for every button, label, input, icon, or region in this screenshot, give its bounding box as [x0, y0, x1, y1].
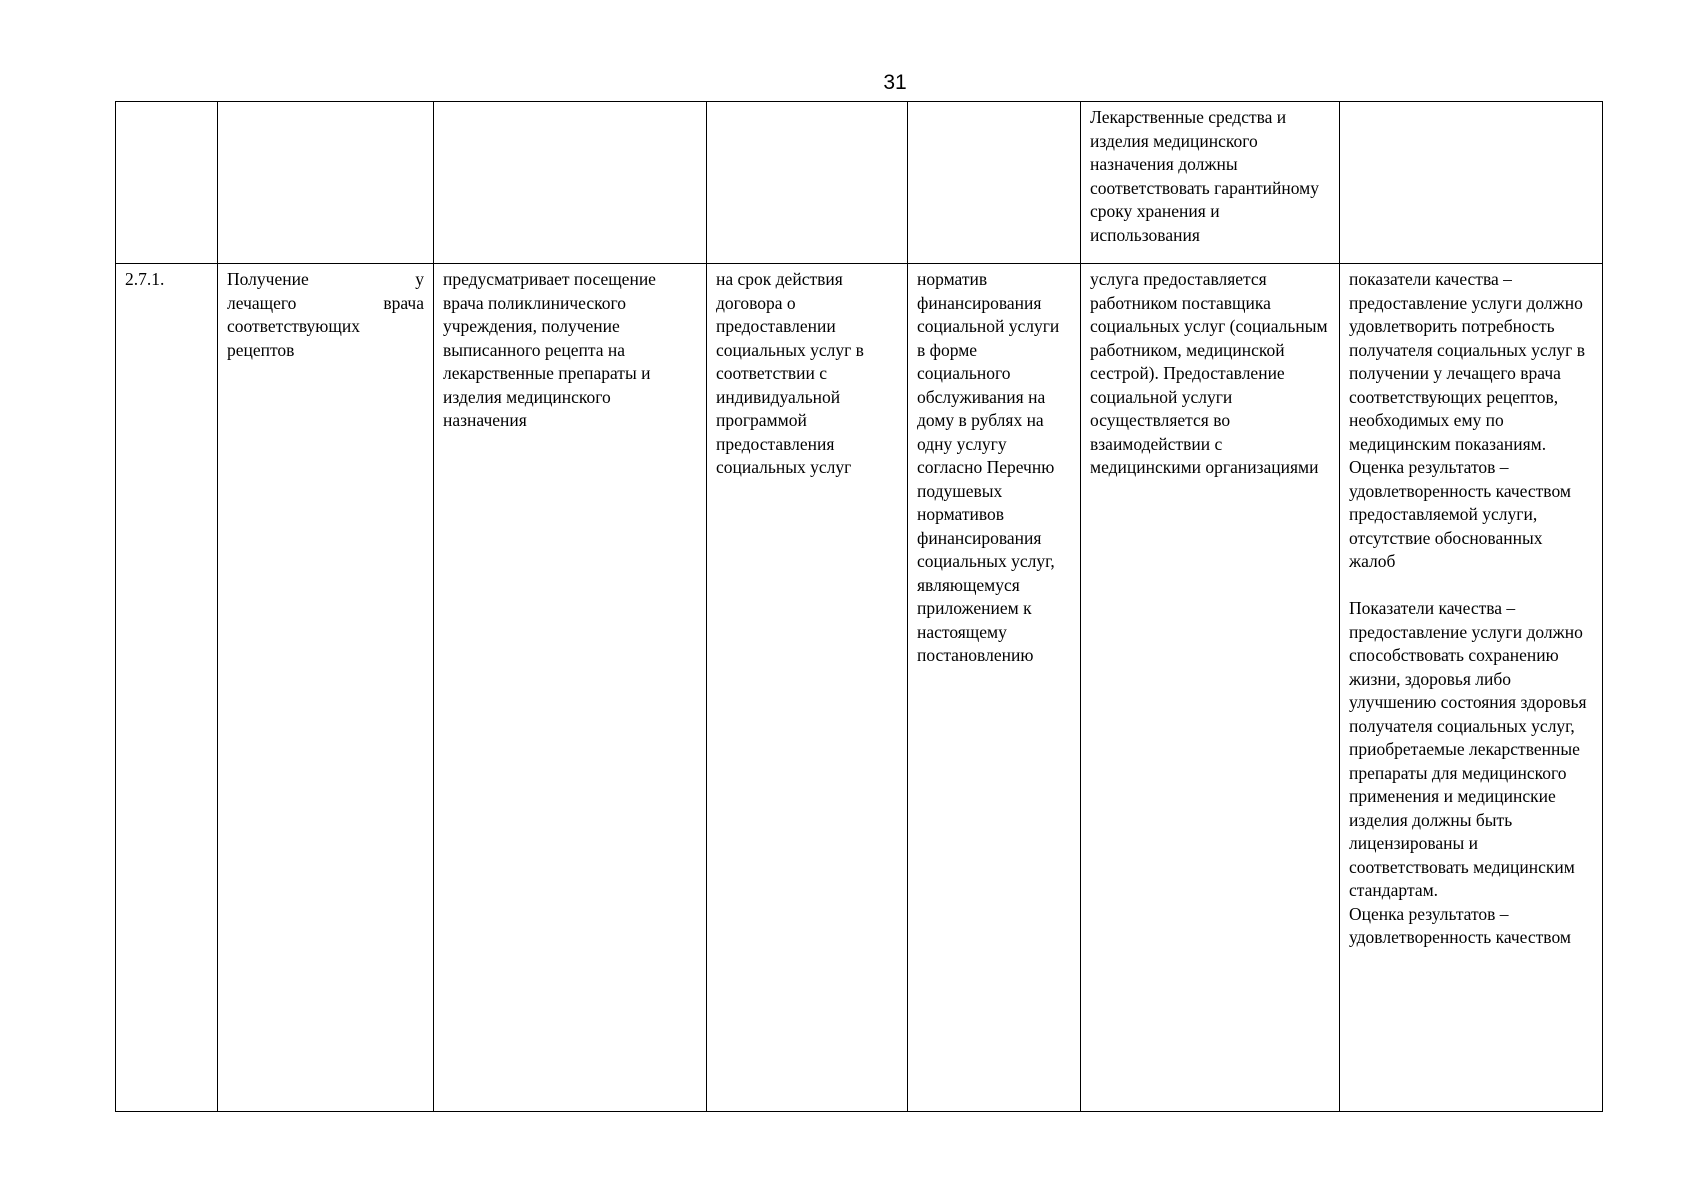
cell-service-number: 2.7.1. — [116, 264, 218, 1112]
services-table — [115, 101, 1603, 1112]
page-number: 31 — [883, 71, 907, 94]
table-row-2-7-1 — [116, 264, 1603, 1112]
cell-description-empty — [434, 102, 707, 264]
quality-indicators-1: показатели качества – предоставление услуги должно удовлетворить потребность получателя социальных услуг в получении у лечащего врача соответствующих рецептов, необходимых ему по медицинским показаниям. — [1349, 269, 1586, 454]
cell-conditions-continuation: Лекарственные средства и изделия медицинского назначения должны соответствовать гарантийному сроку хранения и использования — [1081, 102, 1340, 264]
cell-conditions: услуга предоставляется работником поставщика социальных услуг (социальным работником, медицинской сестрой). Предоставление социальной услуги осуществляется во взаимодействии с медицинскими организациями — [1081, 264, 1340, 1112]
cell-norm-empty — [908, 102, 1081, 264]
paragraph-spacer — [1349, 574, 1593, 598]
quality-indicators-2: Показатели качества – предоставление услуги должно способствовать сохранению жизни, здоровья либо улучшению состояния здоровья получателя социальных услуг, приобретаемые лекарственные препараты для медицинского применения и медицинские изделия должны быть лицензированы и соответствовать медицинским стандартам. — [1349, 598, 1587, 900]
cell-number-empty — [116, 102, 218, 264]
cell-term: на срок действия договора о предоставлении социальных услуг в соответствии с индивидуальной программой предоставления социальных услуг — [707, 264, 908, 1112]
cell-description: предусматривает посещение врача поликлинического учреждения, получение выписанного рецепта на лекарственные препараты и изделия медицинского назначения — [434, 264, 707, 1112]
service-name-line-3: соответствующих рецептов — [227, 316, 360, 360]
cell-quality — [1340, 264, 1603, 1112]
cell-norm: норматив финансирования социальной услуги в форме социального обслуживания на дому в рублях на одну услугу согласно Перечню подушевых нормативов финансирования социальных услуг, являющемуся приложением к настоящему постановлению — [908, 264, 1081, 1112]
cell-service-name-empty — [218, 102, 434, 264]
cell-service-name — [218, 264, 434, 1112]
results-evaluation-1: Оценка результатов – удовлетворенность качеством предоставляемой услуги, отсутствие обоснованных жалоб — [1349, 457, 1571, 571]
results-evaluation-2: Оценка результатов – удовлетворенность качеством — [1349, 903, 1571, 947]
cell-term-empty — [707, 102, 908, 264]
cell-quality-empty — [1340, 102, 1603, 264]
service-name-line-2: лечащего врача — [227, 292, 424, 313]
service-name-line-1: Получение у — [227, 269, 424, 289]
table-row-continuation — [116, 102, 1603, 264]
